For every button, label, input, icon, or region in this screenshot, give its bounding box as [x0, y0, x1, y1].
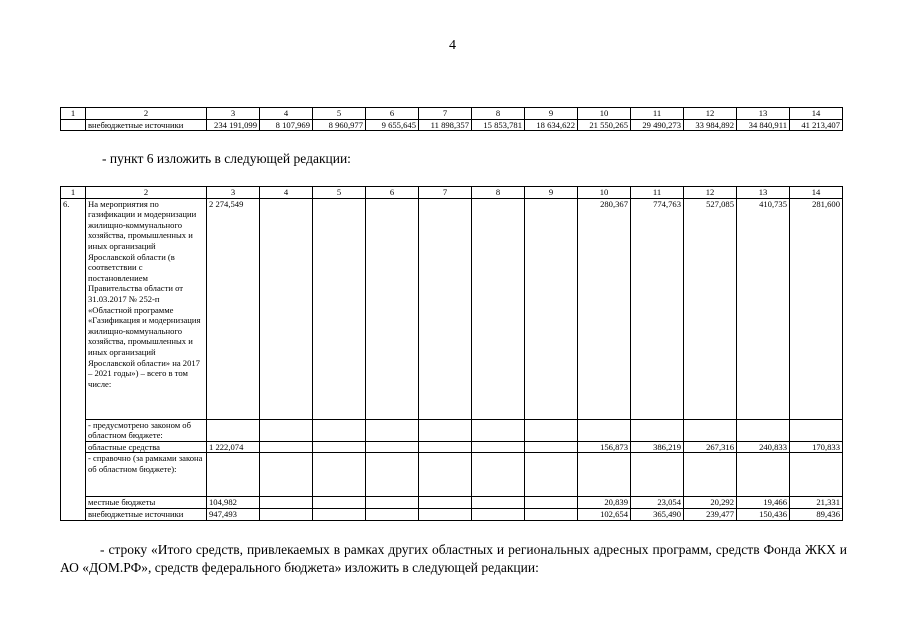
- col-header: 8: [472, 108, 525, 120]
- cell-value: [790, 453, 843, 497]
- cell-row-number: 6.: [61, 198, 86, 520]
- col-header: 3: [207, 108, 260, 120]
- col-header: 5: [313, 187, 366, 199]
- cell-num: [61, 119, 86, 131]
- col-header: 11: [631, 187, 684, 199]
- col-header: 6: [366, 187, 419, 199]
- cell-value: 240,833: [737, 441, 790, 453]
- cell-value: [207, 419, 260, 441]
- cell-value: [313, 441, 366, 453]
- cell-value: 527,085: [684, 198, 737, 419]
- cell-value: 33 984,892: [684, 119, 737, 131]
- cell-label: - предусмотрено законом об областном бюджете:: [86, 419, 207, 441]
- table-row: [61, 119, 843, 131]
- col-header: 12: [684, 187, 737, 199]
- col-header: 5: [313, 108, 366, 120]
- cell-value: [737, 453, 790, 497]
- col-header: 11: [631, 108, 684, 120]
- cell-value: 104,982: [207, 497, 260, 509]
- cell-value: [313, 508, 366, 520]
- table-row: [61, 497, 843, 509]
- cell-value: [313, 198, 366, 419]
- cell-value: [366, 508, 419, 520]
- cell-value: 170,833: [790, 441, 843, 453]
- table-row: [61, 419, 843, 441]
- cell-value: [419, 508, 472, 520]
- cell-value: 234 191,099: [207, 119, 260, 131]
- col-header: 10: [578, 108, 631, 120]
- cell-value: [684, 453, 737, 497]
- cell-value: [525, 497, 578, 509]
- cell-value: 21 550,265: [578, 119, 631, 131]
- cell-value: [525, 441, 578, 453]
- cell-value: [366, 453, 419, 497]
- table-row: [61, 453, 843, 497]
- cell-value: [419, 497, 472, 509]
- table-continuation: [60, 107, 843, 131]
- cell-value: [419, 453, 472, 497]
- cell-label: - справочно (за рамками закона об областном бюджете):: [86, 453, 207, 497]
- cell-value: 386,219: [631, 441, 684, 453]
- cell-value: [631, 419, 684, 441]
- cell-value: [684, 419, 737, 441]
- cell-value: [419, 419, 472, 441]
- cell-value: [472, 508, 525, 520]
- cell-value: [472, 419, 525, 441]
- cell-value: 102,654: [578, 508, 631, 520]
- cell-label: местные бюджеты: [86, 497, 207, 509]
- cell-value: [472, 453, 525, 497]
- col-header: 1: [61, 108, 86, 120]
- col-header: 1: [61, 187, 86, 199]
- table-header-row: [61, 187, 843, 199]
- cell-value: 8 107,969: [260, 119, 313, 131]
- cell-value: [525, 198, 578, 419]
- cell-value: 34 840,911: [737, 119, 790, 131]
- cell-value: 410,735: [737, 198, 790, 419]
- col-header: 4: [260, 108, 313, 120]
- cell-value: 150,436: [737, 508, 790, 520]
- cell-value: [260, 198, 313, 419]
- cell-value: 2 274,549: [207, 198, 260, 419]
- cell-value: 11 898,357: [419, 119, 472, 131]
- cell-label: внебюджетные источники: [86, 119, 207, 131]
- cell-value: [631, 453, 684, 497]
- cell-value: [366, 419, 419, 441]
- cell-value: 23,054: [631, 497, 684, 509]
- cell-value: 29 490,273: [631, 119, 684, 131]
- cell-value: 20,292: [684, 497, 737, 509]
- cell-value: 281,600: [790, 198, 843, 419]
- cell-value: [472, 441, 525, 453]
- col-header: 2: [86, 108, 207, 120]
- cell-value: [525, 508, 578, 520]
- cell-value: 21,331: [790, 497, 843, 509]
- col-header: 3: [207, 187, 260, 199]
- cell-value: 239,477: [684, 508, 737, 520]
- cell-value: 15 853,781: [472, 119, 525, 131]
- cell-value: 89,436: [790, 508, 843, 520]
- cell-value: [419, 441, 472, 453]
- program-table-body: [61, 198, 843, 520]
- cell-value: [525, 453, 578, 497]
- cell-value: 156,873: [578, 441, 631, 453]
- cell-value: [313, 497, 366, 509]
- col-header: 14: [790, 187, 843, 199]
- col-header: 4: [260, 187, 313, 199]
- cell-value: [207, 453, 260, 497]
- cell-value: [260, 508, 313, 520]
- cell-value: 19,466: [737, 497, 790, 509]
- table-row: [61, 508, 843, 520]
- cell-value: [419, 198, 472, 419]
- cell-value: [366, 198, 419, 419]
- cell-value: [260, 441, 313, 453]
- cell-value: [260, 453, 313, 497]
- cell-value: [366, 441, 419, 453]
- cell-value: [790, 419, 843, 441]
- col-header: 9: [525, 108, 578, 120]
- col-header: 8: [472, 187, 525, 199]
- instruction-paragraph-1: - пункт 6 изложить в следующей редакции:: [102, 151, 351, 166]
- cell-value: 365,490: [631, 508, 684, 520]
- col-header: 6: [366, 108, 419, 120]
- col-header: 14: [790, 108, 843, 120]
- cell-value: 20,839: [578, 497, 631, 509]
- table-row: [61, 441, 843, 453]
- cell-value: 9 655,645: [366, 119, 419, 131]
- cell-label: На мероприятия по газификации и модернизации жилищно-коммунального хозяйства, промышленных и иных организаций Ярославской области (в соответствии с постановлением Правительства области от 31.03.2017 № 252-п «Областной программе «Газификация и модернизация жилищно-коммунального хозяйства, промышленных и иных организаций Ярославской области» на 2017 – 2021 годы») – всего в том числе:: [86, 198, 207, 419]
- cell-value: [260, 419, 313, 441]
- program-table: [60, 186, 843, 521]
- cell-value: 774,763: [631, 198, 684, 419]
- cell-value: [472, 497, 525, 509]
- col-header: 7: [419, 108, 472, 120]
- cell-label: внебюджетные источники: [86, 508, 207, 520]
- table-row: [61, 198, 843, 419]
- cell-value: 1 222,074: [207, 441, 260, 453]
- cell-value: 8 960,977: [313, 119, 366, 131]
- cell-value: [313, 453, 366, 497]
- cell-value: [366, 497, 419, 509]
- col-header: 2: [86, 187, 207, 199]
- cell-value: [472, 198, 525, 419]
- cell-value: [313, 419, 366, 441]
- col-header: 12: [684, 108, 737, 120]
- cell-value: 280,367: [578, 198, 631, 419]
- cell-value: [260, 497, 313, 509]
- table-header-row: [61, 108, 843, 120]
- col-header: 13: [737, 187, 790, 199]
- cell-value: [578, 419, 631, 441]
- col-header: 10: [578, 187, 631, 199]
- cell-label: областные средства: [86, 441, 207, 453]
- cell-value: [525, 419, 578, 441]
- col-header: 7: [419, 187, 472, 199]
- cell-value: [737, 419, 790, 441]
- instruction-paragraph-2: - строку «Итого средств, привлекаемых в рамках других областных и региональных адресных программ, средств Фонда ЖКХ и АО «ДОМ.РФ», средств федерального бюджета» изложить в следующей редакции:: [60, 542, 847, 575]
- cell-value: 41 213,407: [790, 119, 843, 131]
- cell-value: [578, 453, 631, 497]
- cell-value: 18 634,622: [525, 119, 578, 131]
- cell-value: 947,493: [207, 508, 260, 520]
- col-header: 9: [525, 187, 578, 199]
- page-number: 4: [449, 38, 456, 53]
- col-header: 13: [737, 108, 790, 120]
- cell-value: 267,316: [684, 441, 737, 453]
